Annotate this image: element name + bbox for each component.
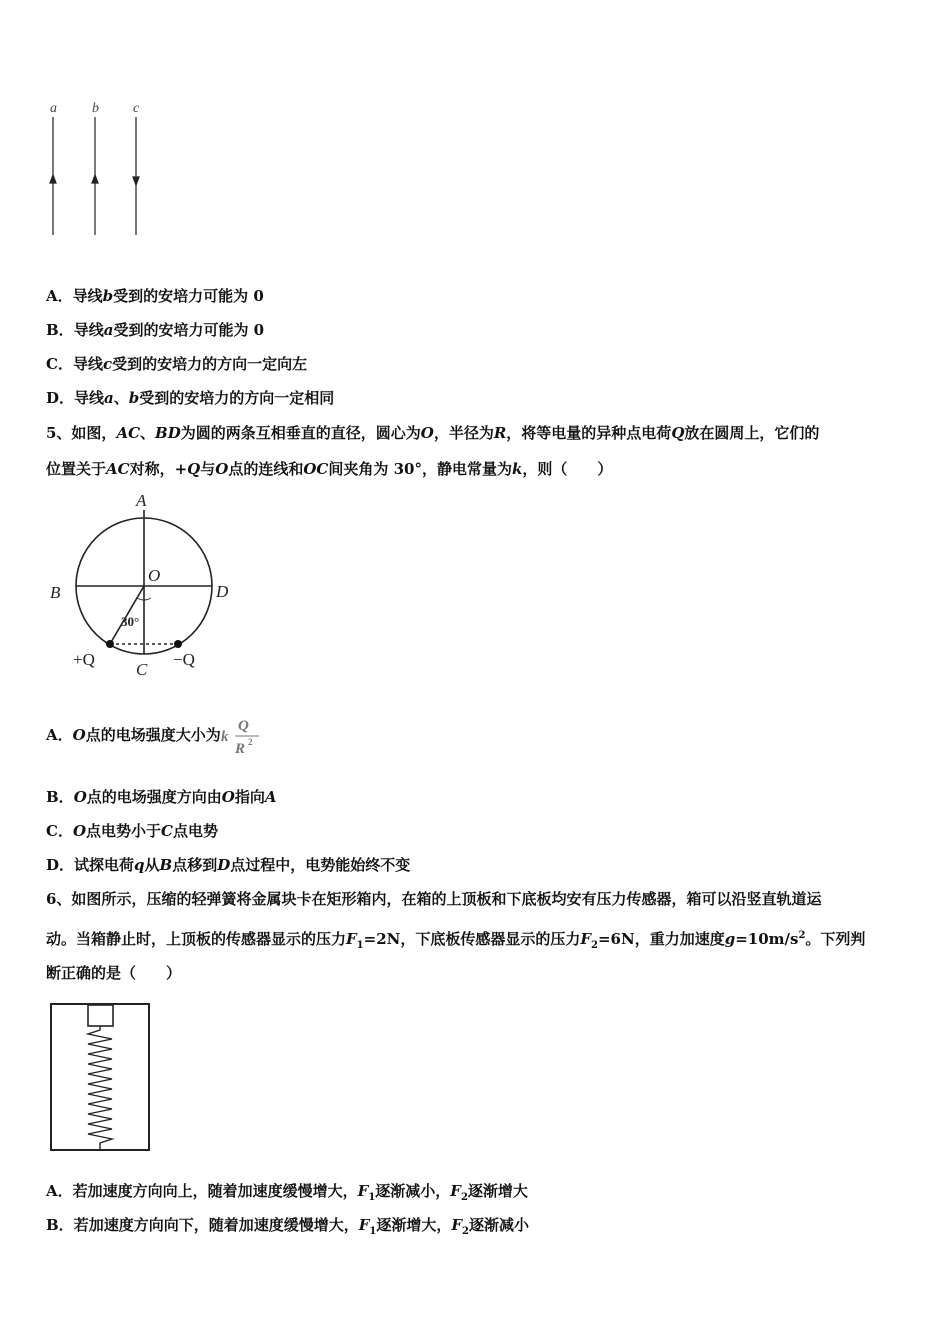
label-b: B: [50, 583, 61, 602]
arrow-up-b: [92, 175, 98, 183]
q4-option-d: D．导线a、b受到的安培力的方向一定相同: [46, 389, 335, 407]
label-o: O: [148, 566, 161, 585]
spring: [88, 1026, 112, 1149]
plus-q-dot: [106, 640, 114, 648]
q5-option-c: C．O点电势小于C点电势: [46, 822, 219, 840]
svg-text:2: 2: [247, 737, 253, 747]
q4-option-b: B．导线a受到的安培力可能为 0: [46, 321, 265, 339]
wire-label-a: a: [50, 101, 57, 116]
q5-stem-line1: 5、如图，AC、BD为圆的两条互相垂直的直径，圆心为O，半径为R，将等电量的异种点电荷Q放在圆周上，它们的: [46, 424, 820, 442]
q5-stem-line2: 位置关于AC对称，+Q与O点的连线和OC间夹角为 30°，静电常量为k，则（ ）: [46, 460, 613, 478]
label-minus-q: −Q: [173, 650, 195, 669]
wire-label-c: c: [133, 101, 140, 116]
label-angle: 30°: [121, 614, 140, 629]
q6-option-b: B．若加速度方向向下，随着加速度缓慢增大，$F_1$逐渐增大，$F_2$逐渐减小: [46, 1216, 529, 1237]
arrow-down-c: [133, 177, 139, 185]
formula-kq-over-r2: [221, 714, 263, 758]
svg-text:Q: Q: [237, 718, 249, 734]
label-a: A: [136, 491, 147, 510]
q5-option-a: A．O点的电场强度大小为 k Q R 2: [46, 712, 263, 758]
circle-figure: [40, 485, 240, 680]
q6-stem-line3: 断正确的是（ ）: [46, 964, 182, 982]
spring-box-figure: [48, 1002, 152, 1152]
metal-block: [88, 1005, 113, 1026]
label-c: C: [136, 660, 148, 679]
q6-option-a: A．若加速度方向向上，随着加速度缓慢增大，$F_1$逐渐减小，$F_2$逐渐增大: [46, 1182, 528, 1203]
label-d: D: [216, 582, 229, 601]
wire-label-b: b: [92, 101, 99, 116]
q5-option-d: D．试探电荷q从B点移到D点过程中，电势能始终不变: [46, 856, 411, 874]
minus-q-dot: [174, 640, 182, 648]
svg-text:R: R: [234, 741, 245, 757]
q6-stem-line1: 6、如图所示，压缩的轻弹簧将金属块卡在矩形箱内，在箱的上顶板和下底板均安有压力传感器，箱可以沿竖直轨道运: [46, 890, 822, 908]
label-plus-q: +Q: [73, 650, 95, 669]
q5-option-b: B．O点的电场强度方向由O指向A: [46, 788, 277, 806]
wires-figure: [40, 95, 160, 245]
q4-option-c: C．导线c受到的安培力的方向一定向左: [46, 355, 308, 373]
q4-option-a: A．导线b受到的安培力可能为 0: [46, 287, 264, 305]
q6-stem-line2: 动。当箱静止时，上顶板的传感器显示的压力$F_1=2N$，下底板传感器显示的压力$F_2=6N$，重力加速度$g=10m/s^2$。下列判: [46, 930, 866, 951]
arrow-up-a: [50, 175, 56, 183]
svg-text:k: k: [220, 729, 229, 745]
